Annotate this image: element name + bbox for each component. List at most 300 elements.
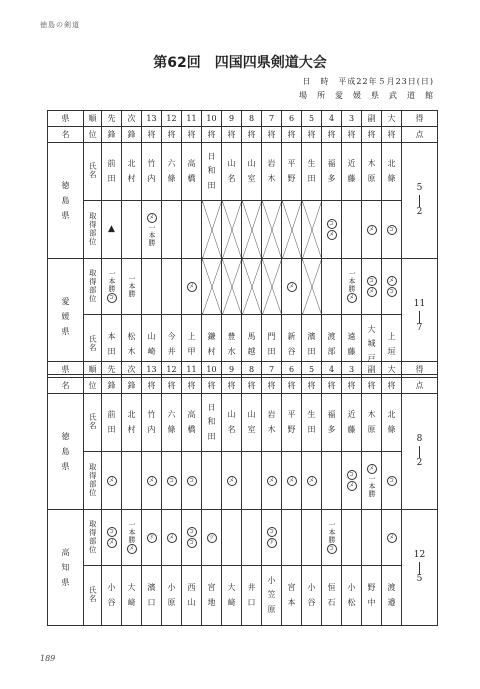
name-char: 田 [207,431,216,441]
name-char: 野 [367,583,376,593]
name-char: 田 [107,173,116,183]
header-cell-top: 13 [142,362,162,378]
score-divider [419,195,420,207]
header-cell-bottom: 位 [84,378,102,394]
ippon-win-label: 一本勝 [128,275,136,298]
player-name [362,394,382,452]
name-char: 山 [247,410,256,420]
name-char: 橋 [187,424,196,434]
waza-mark: コ [107,527,117,537]
prefecture-name [48,510,84,626]
player-name [282,566,302,626]
score-bottom: 7 [416,322,423,333]
name-char: 越 [247,346,256,356]
name-char: 多 [327,173,336,183]
header-cell-top: 6 [282,111,302,127]
header-cell-bottom: 将 [302,127,322,143]
name-char: 條 [167,424,176,434]
header-cell-bottom: 将 [322,127,342,143]
waza-mark: メ [367,225,377,235]
prefecture-name [48,143,84,259]
name-char: 木 [267,424,276,434]
player-name [382,143,402,201]
name-char: 崎 [147,346,156,356]
score-top: 12 [413,549,426,560]
waza-mark: コ [347,470,357,480]
row-label-points: 取得部位 [84,452,102,510]
name-char: 垣 [387,346,396,356]
not-fought-cell [242,201,262,259]
header-cell-bottom: 将 [362,378,382,394]
name-char: 和 [207,417,216,427]
points-cell-empty [182,201,202,259]
not-fought-cell [302,201,322,259]
name-char: 田 [307,173,316,183]
header-cell-top: 先 [102,362,122,378]
player-name [262,143,282,201]
name-char: 原 [367,424,376,434]
name-char: 﨑 [227,597,236,607]
player-name [322,394,342,452]
waza-mark: メ [287,282,297,292]
header-cell-top: 3 [342,362,362,378]
player-name [282,394,302,452]
player-name [262,394,282,452]
name-char: 鎌 [207,332,216,342]
player-name [222,566,242,626]
player-name [362,566,382,626]
header-cell-bottom: 将 [162,127,182,143]
points-cell [382,259,402,315]
header-cell-top: 8 [242,362,262,378]
points-cell [302,452,322,510]
header-cell-top: 得 [402,362,438,378]
player-name [102,143,122,201]
not-fought-cell [302,259,322,315]
name-char: 邉 [387,597,396,607]
points-cell [102,452,122,510]
name-char: 田 [107,424,116,434]
not-fought-cell [282,201,302,259]
name-char: 室 [247,424,256,434]
name-char: 田 [307,346,316,356]
name-char: 宮 [287,583,296,593]
header-cell-top: 次 [122,111,142,127]
header-cell-bottom: 点 [402,127,438,143]
waza-mark: コ [327,219,337,229]
header-cell-top: 10 [202,362,222,378]
player-name [102,566,122,626]
pref-char: 県 [61,578,70,588]
header-cell-bottom: 将 [282,127,302,143]
pref-char: 高 [61,547,70,557]
name-char: 六 [167,410,176,420]
pref-char: 県 [61,211,70,221]
row-label-points: 取得部位 [84,259,102,315]
waza-mark: メ [267,476,277,486]
waza-mark: メ [367,464,377,474]
not-fought-cell [262,259,282,315]
name-char: 六 [167,159,176,169]
waza-mark: コ [187,527,197,537]
waza-mark: コ [387,476,397,486]
name-char: 口 [247,597,256,607]
name-char: 馬 [247,332,256,342]
points-cell-empty [362,510,382,566]
ippon-win-label: 一本勝 [348,269,356,293]
score-divider [419,311,420,323]
header-cell-bottom: 鋒 [102,127,122,143]
name-char: 新 [287,332,296,342]
player-name [342,566,362,626]
player-name [122,143,142,201]
waza-mark: メ [387,276,397,286]
player-name [302,394,322,452]
name-char: 小 [107,583,116,593]
player-name [382,394,402,452]
name-char: 北 [127,410,136,420]
player-name [322,143,342,201]
player-name [102,394,122,452]
points-cell-empty [122,201,142,259]
name-char: 田 [107,346,116,356]
name-char: 名 [227,424,236,434]
header-cell-bottom: 将 [222,127,242,143]
name-char: 多 [327,424,336,434]
waza-mark: コ [387,225,397,235]
header-cell-top: 8 [242,111,262,127]
header-cell-bottom: 鋒 [102,378,122,394]
points-cell [142,452,162,510]
waza-mark: コ [167,476,177,486]
waza-mark: コ [327,544,337,554]
waza-mark: コ [187,476,197,486]
team-score [402,394,438,510]
header-cell-bottom: 名 [48,378,84,394]
header-cell-bottom: 将 [262,127,282,143]
player-name [222,394,242,452]
name-char: 遠 [347,332,356,342]
header-cell-bottom: 将 [262,378,282,394]
header-cell-top: 9 [222,111,242,127]
ippon-win-label: 一本勝 [108,269,116,293]
name-char: 田 [207,180,216,190]
team-score [402,510,438,626]
pref-char: 島 [61,446,70,456]
ippon-win-label: 一本勝 [148,223,156,247]
name-char: 恒 [327,583,336,593]
player-name [182,566,202,626]
header-cell-top: 得 [402,111,438,127]
score-bottom: 5 [416,573,423,584]
name-char: 井 [247,583,256,593]
ippon-win-label: 一本勝 [328,520,336,544]
player-name [122,566,142,626]
event-place: 場 所 愛 媛 県 武 道 館 [299,91,434,100]
points-cell [282,259,302,315]
header-cell-top: 12 [162,111,182,127]
header-cell-bottom: 将 [342,378,362,394]
pref-char: 徳 [61,431,70,441]
name-char: 木 [267,173,276,183]
waza-mark: ド [267,538,277,548]
player-name [182,143,202,201]
name-char: 田 [307,424,316,434]
name-char: 﨑 [127,597,136,607]
waza-mark: メ [347,293,357,303]
name-char: 中 [367,597,376,607]
name-char: 小 [167,583,176,593]
header-cell-bottom: 鋒 [122,127,142,143]
points-cell-empty [222,510,242,566]
header-cell-top: 7 [262,362,282,378]
header-cell-top: 順 [84,111,102,127]
name-char: 橋 [187,173,196,183]
name-char: 北 [387,159,396,169]
header-cell-top: 県 [48,111,84,127]
name-char: 近 [347,159,356,169]
name-char: 井 [167,346,176,356]
header-cell-top: 5 [302,362,322,378]
name-char: 前 [107,410,116,420]
name-char: 木 [367,159,376,169]
name-char: 谷 [307,597,316,607]
points-cell-empty [342,201,362,259]
header-cell-bottom: 将 [162,378,182,394]
points-cell-empty [162,201,182,259]
waza-mark: メ [187,282,197,292]
name-char: 生 [307,159,316,169]
player-name [242,566,262,626]
name-char: 山 [227,159,236,169]
pref-char: 県 [61,327,70,337]
name-char: 内 [147,424,156,434]
pref-char: 島 [61,195,70,205]
header-cell-top: 大 [382,362,402,378]
ippon-win-label: 一本勝 [128,520,136,544]
header-cell-top: 3 [342,111,362,127]
player-name [142,394,162,452]
running-head: 徳島の剣道 [40,21,80,29]
name-char: 前 [107,159,116,169]
points-cell [222,452,242,510]
waza-mark: メ [347,481,357,491]
row-label-points: 取得部位 [84,510,102,566]
waza-mark: コ [367,276,377,286]
name-char: 平 [287,410,296,420]
ippon-win-label: 一本勝 [368,474,376,498]
points-cell [162,510,182,566]
name-char: 山 [187,597,196,607]
header-cell-bottom: 将 [342,127,362,143]
player-name [242,394,262,452]
name-char: 上 [387,332,396,342]
name-char: 野 [287,173,296,183]
score-top: 8 [416,433,423,444]
header-cell-bottom: 将 [382,378,402,394]
name-char: 山 [147,332,156,342]
name-char: 平 [287,159,296,169]
points-cell-empty [142,259,162,315]
points-cell [102,259,122,315]
pref-char: 愛 [61,296,70,306]
header-cell-top: 副 [362,111,382,127]
score-divider [419,446,420,458]
player-name [182,394,202,452]
page-number: 189 [40,654,56,663]
name-char: 室 [247,173,256,183]
name-char: 甲 [187,346,196,356]
name-char: 谷 [107,597,116,607]
name-char: 山 [227,410,236,420]
header-cell-top: 県 [48,362,84,378]
not-fought-cell [202,201,222,259]
not-fought-cell [222,259,242,315]
points-cell [362,452,382,510]
points-cell [122,259,142,315]
header-cell-bottom: 将 [142,127,162,143]
row-label-name: 氏名 [84,566,102,626]
name-char: 濱 [147,583,156,593]
name-char: 藤 [347,424,356,434]
points-cell [342,259,362,315]
name-char: 小 [347,583,356,593]
player-name [262,566,282,626]
player-name [362,143,382,201]
waza-mark: ツ [207,533,217,543]
name-char: 山 [247,159,256,169]
name-char: 門 [267,332,276,342]
waza-mark: メ [167,533,177,543]
name-char: 福 [327,159,336,169]
team-score [402,143,438,259]
name-char: 條 [167,173,176,183]
points-cell-empty [122,452,142,510]
player-name [122,394,142,452]
name-char: 松 [127,332,136,342]
header-cell-bottom: 将 [182,127,202,143]
name-char: 城 [367,339,376,349]
header-cell-bottom: 将 [382,127,402,143]
name-char: 原 [167,597,176,607]
pref-char: 媛 [61,311,70,321]
name-char: 西 [187,583,196,593]
name-char: 和 [207,166,216,176]
prefecture-name [48,259,84,375]
points-cell [382,510,402,566]
name-char: 藤 [347,346,356,356]
event-date: 日 時 平成22年５月23日(日) [302,77,434,86]
player-name [222,143,242,201]
name-char: 大 [367,324,376,334]
points-cell-empty [242,452,262,510]
waza-mark: コ [107,293,117,303]
points-cell [262,510,282,566]
points-cell [182,259,202,315]
player-name [242,143,262,201]
name-char: 上 [187,332,196,342]
player-name [202,566,222,626]
not-fought-cell [262,201,282,259]
waza-mark: ド [147,533,157,543]
waza-mark: コ [387,287,397,297]
waza-mark: メ [287,476,297,486]
name-char: 竹 [147,159,156,169]
points-cell [262,452,282,510]
player-name [162,394,182,452]
waza-mark: メ [307,476,317,486]
name-char: 部 [327,346,336,356]
header-cell-top: 6 [282,362,302,378]
waza-mark: メ [227,476,237,486]
player-name [202,394,222,452]
name-char: 野 [287,424,296,434]
header-cell-top: 4 [322,362,342,378]
player-name [142,143,162,201]
name-char: 竹 [147,410,156,420]
header-cell-bottom: 将 [322,378,342,394]
name-char: 北 [127,159,136,169]
points-cell [342,452,362,510]
prefecture-name [48,394,84,510]
points-cell [322,201,342,259]
name-char: 日 [207,402,216,412]
not-fought-cell [222,201,242,259]
header-cell-top: 5 [302,111,322,127]
points-cell-empty [202,452,222,510]
match-table-2 [47,361,438,626]
header-cell-bottom: 将 [242,127,262,143]
name-char: 谷 [287,346,296,356]
score-bottom: 2 [416,457,423,468]
pref-char: 徳 [61,180,70,190]
player-name [162,143,182,201]
name-char: 本 [107,332,116,342]
header-cell-bottom: 将 [222,378,242,394]
name-char: 生 [307,410,316,420]
name-char: 名 [227,173,236,183]
name-char: 渡 [327,332,336,342]
page-title: 第62回 四国四県剣道大会 [153,55,327,71]
points-cell [382,452,402,510]
waza-mark: コ [187,538,197,548]
points-cell-empty [162,259,182,315]
row-label-name: 氏名 [84,394,102,452]
points-cell-empty [342,510,362,566]
points-cell [102,201,122,259]
header-cell-bottom: 将 [182,378,202,394]
header-cell-bottom: 点 [402,378,438,394]
name-char: 北 [387,410,396,420]
name-char: 小 [307,583,316,593]
name-char: 近 [347,410,356,420]
name-char: 日 [207,151,216,161]
player-name [162,566,182,626]
name-char: 口 [147,597,156,607]
points-cell-empty [322,452,342,510]
header-cell-bottom: 将 [202,378,222,394]
header-cell-top: 7 [262,111,282,127]
name-char: 高 [187,159,196,169]
header-cell-bottom: 将 [302,378,322,394]
header-cell-top: 10 [202,111,222,127]
not-fought-cell [202,259,222,315]
header-cell-bottom: 将 [242,378,262,394]
points-cell [162,452,182,510]
row-label-name: 氏名 [84,315,102,375]
points-cell-empty [322,259,342,315]
points-cell [142,201,162,259]
